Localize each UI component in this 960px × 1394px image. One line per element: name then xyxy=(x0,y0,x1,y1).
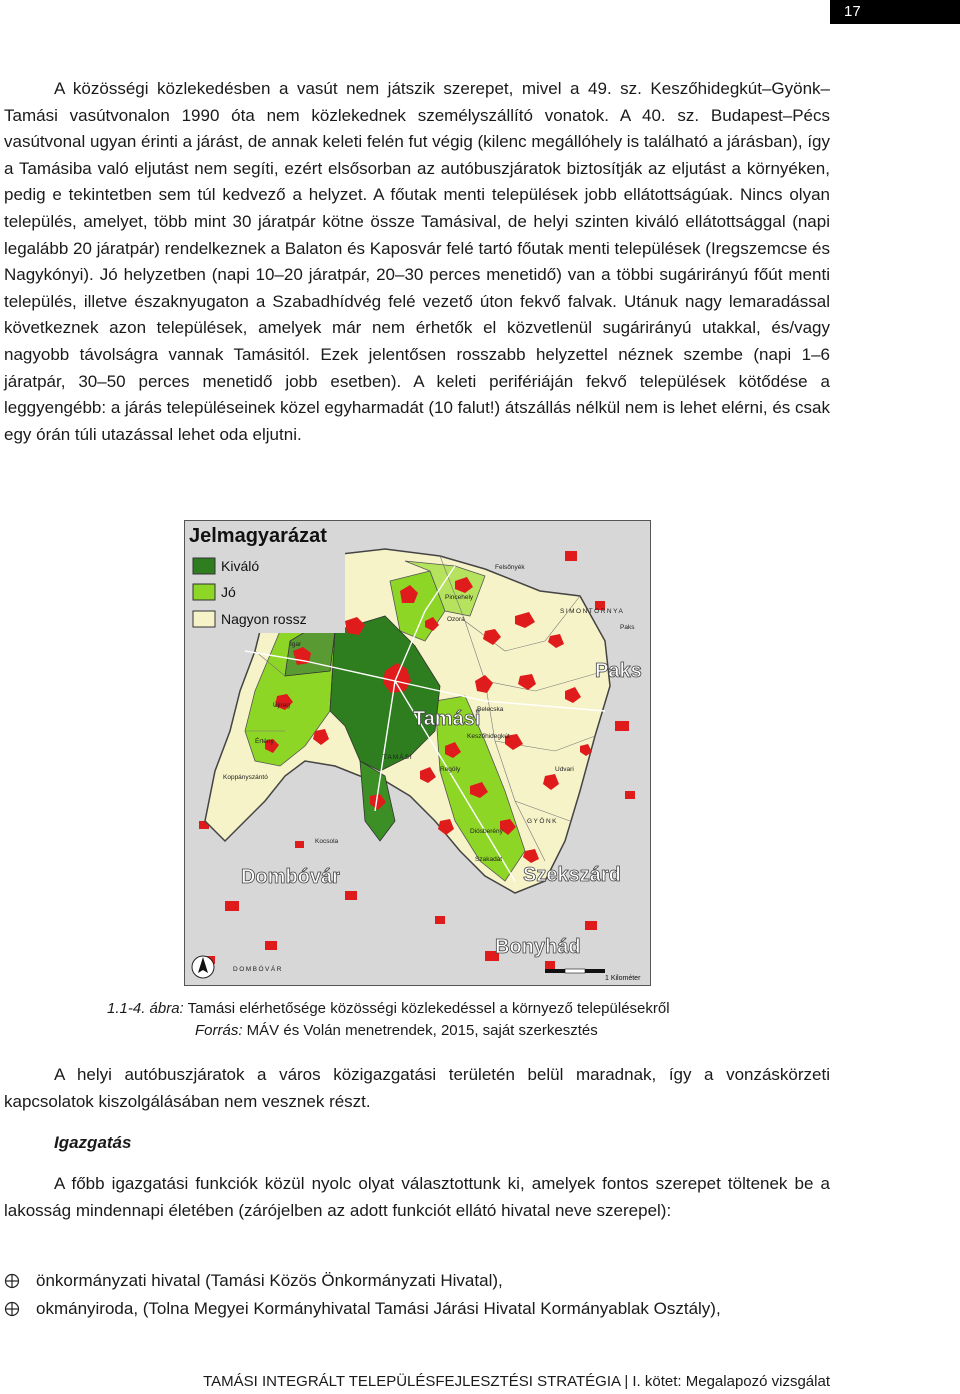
label-simontornya: SIMONTORNYA xyxy=(560,608,625,615)
label-szakadat: Szakadát xyxy=(475,856,503,863)
page-number: 17 xyxy=(830,0,960,24)
label-paks-small: Paks xyxy=(620,624,635,631)
label-diosberény: Diósberény xyxy=(470,828,503,835)
label-keszohidegkut: Keszőhidegkút xyxy=(467,733,510,740)
label-dombovar-small: DOMBÓVÁR xyxy=(233,966,283,973)
city-label-bonyhad: Bonyhád xyxy=(495,936,581,958)
circled-plus-icon xyxy=(4,1301,20,1317)
figure-title: Tamási elérhetősége közösségi közlekedéssel a környező településekről xyxy=(183,1000,670,1017)
source-text: MÁV és Volán menetrendek, 2015, saját szerkesztés xyxy=(242,1022,598,1039)
legend-label-very-poor: Nagyon rossz xyxy=(221,611,307,627)
label-tamasi-small: TAMÁSI xyxy=(383,754,413,761)
section-heading: Igazgatás xyxy=(54,1133,132,1152)
label-ozora: Ozora xyxy=(447,616,465,623)
figure-caption xyxy=(107,998,670,1020)
legend-swatch-excellent xyxy=(193,558,215,574)
label-pincehely: Pincehely xyxy=(445,594,474,601)
circled-plus-icon xyxy=(4,1273,20,1289)
label-udvari: Udvari xyxy=(555,766,574,773)
label-ujireg: Újireg xyxy=(273,702,290,709)
source-label: Forrás: xyxy=(195,1022,243,1039)
legend-label-good: Jó xyxy=(221,584,236,600)
paragraph-local-buses: A helyi autóbuszjáratok a város közigazgatási területén belül maradnak, így a vonzáskörzeti kapcsolatok kiszolgálásában nem vesznek részt. xyxy=(4,1065,830,1111)
bullet-list xyxy=(4,1267,830,1323)
paragraph-administration: A főbb igazgatási funkciók közül nyolc olyat választottunk ki, amelyek fontos szerepet töltenek be a lakosság mindennapi életében (zárójelben az adott funkciót ellátó hivatal neve szerepel): xyxy=(4,1174,830,1220)
label-felsonyek: Felsőnyék xyxy=(495,564,525,571)
legend-title: Jelmagyarázat xyxy=(189,525,327,547)
north-arrow-icon xyxy=(192,956,214,978)
legend-swatch-good xyxy=(193,584,215,600)
list-item-text: önkormányzati hivatal (Tamási Közös Önkormányzati Hivatal), xyxy=(36,1271,503,1290)
list-item-text: okmányiroda, (Tolna Megyei Kormányhivatal Tamási Járási Hivatal Kormányablak Osztály), xyxy=(36,1299,721,1318)
list-item xyxy=(4,1295,830,1322)
label-koppanyszanto: Koppányszántó xyxy=(223,774,268,781)
map-svg xyxy=(185,521,651,986)
city-label-tamasi: Tamási xyxy=(413,708,481,730)
legend-swatch-very-poor xyxy=(193,611,215,627)
city-label-dombovar: Dombóvár xyxy=(241,866,340,888)
city-label-paks: Paks xyxy=(595,660,642,682)
label-belecska: Belecska xyxy=(477,706,504,713)
figure-number: 1.1-4. ábra: xyxy=(107,1000,184,1017)
scale-label: 1 Kilométer xyxy=(605,975,641,982)
label-kocsola: Kocsola xyxy=(315,838,339,845)
figure-source xyxy=(195,1020,598,1042)
label-gyonk: GYÖNK xyxy=(527,818,558,825)
label-regoly: Regöly xyxy=(440,766,461,773)
legend-label-excellent: Kiváló xyxy=(221,558,260,574)
page-footer: TAMÁSI INTEGRÁLT TELEPÜLÉSFEJLESZTÉSI STRATÉGIA | I. kötet: Megalapozó vizsgálat xyxy=(203,1373,830,1390)
accessibility-map xyxy=(184,520,651,986)
label-erteny: Értény xyxy=(255,738,274,745)
label-igar: Igar xyxy=(290,641,302,648)
list-item xyxy=(4,1267,830,1294)
city-label-szekszard: Szekszárd xyxy=(523,864,621,886)
paragraph-public-transport: A közösségi közlekedésben a vasút nem játszik szerepet, mivel a 49. sz. Keszőhidegkút–Gyönk–Tamási vasútvonalon 1990 óta nem közlekednek személyszállító vonatok. A 40. sz. Budapest–Pécs vasútvonal ugyan érinti a járást, de annak keleti felén fut végig (kilenc megállóhely is található a járásban), így a Tamásiba való eljutást nem segíti, ezért elsősorban az autóbuszjáratok biztosítják az eljutást a környéken, pedig e tekintetben sem túl kedvező a helyzet. A főutak menti települések jobb ellátottságúak. Nincs olyan település, amelyet, több mint 30 járatpár kötne össze Tamásival, de helyi szinten kiváló ellátottsággal (napi legalább 20 járatpár) rendelkeznek a Balaton és Kaposvár felé tartó főutak menti települések (Iregszemcse és Nagykónyi). Jó helyzetben (napi 10–20 járatpár, 20–30 perces menetidő) van a többi sugárirányú főút menti település, illetve északnyugaton a Szabadhídvég felé vezető úton fekvő falvak. Utánuk nagy lemaradással következnek azon települések, amelyek már nem érhetők el közvetlenül sugárirányú utakkal, és/vagy nagyobb távolságra vannak Tamásitól. Ezek jelentősen rosszabb helyzettel néznek szembe (napi 1–6 járatpár, 30–50 perces menetidő jobb esetben). A keleti perifériáján fekvő települések kötődése a leggyengébb: a járás településeinek közel egyharmadát (10 falut!) átszállás nélkül nem is lehet elérni, és csak egy órán túli utazással lehet oda eljutni. xyxy=(4,79,830,444)
